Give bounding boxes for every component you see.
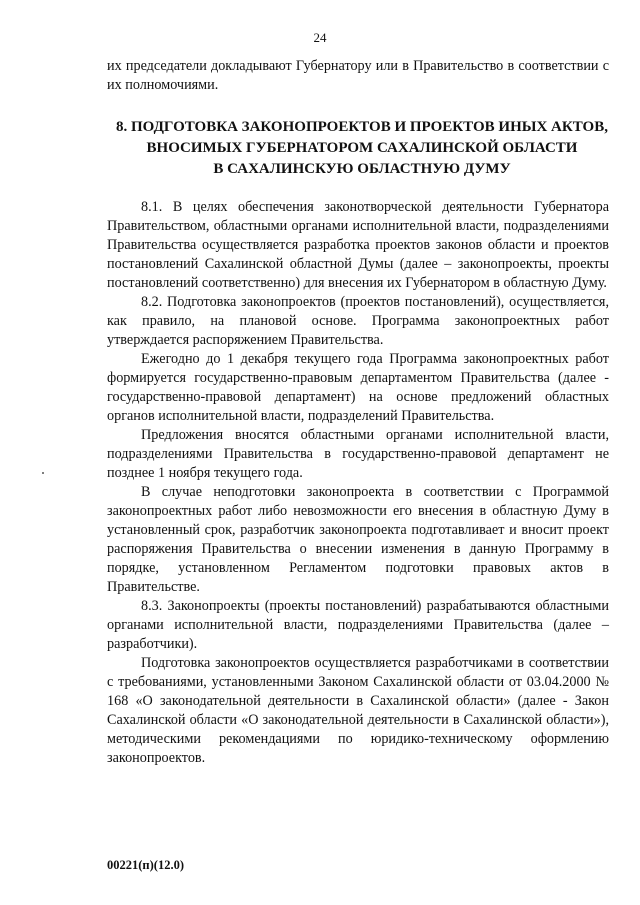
document-code: 00221(п)(12.0): [107, 858, 184, 872]
heading-line-2: ВНОСИМЫХ ГУБЕРНАТОРОМ САХАЛИНСКОЙ ОБЛАСТИ: [146, 140, 578, 156]
intro-paragraph: их председатели докладывают Губернатору или в Правительство в соответствии с их полномочиями.: [107, 58, 609, 93]
paragraph-non-preparation: В случае неподготовки законопроекта в соответствии с Программой законопроектных работ либо невозможности его внесения в областную Думу в установленный срок, разработчик законопроекта подготавливает и вносит проект распоряжения Правительства о внесении изменения в данную Программу в порядке, установленном Регламентом подготовки правовых актов в Правительстве.: [107, 484, 609, 595]
paragraph-preparation-requirements: Подготовка законопроектов осуществляется разработчиками в соответствии с требованиями, установленными Законом Сахалинской области от 03.04.2000 № 168 «О законодательной деятельности в Сахалинской области» (далее - Закон Сахалинской области «О законодательной деятельности в Сахалинской области»), методическими рекомендациями по юридико-техническому оформлению законопроектов.: [107, 655, 609, 766]
paragraph-8-2: 8.2. Подготовка законопроектов (проектов постановлений), осуществляется, как правило, на плановой основе. Программа законопроектных работ утверждается распоряжением Правительства.: [107, 294, 609, 348]
scan-speck: [42, 472, 44, 474]
paragraph-program-formation: Ежегодно до 1 декабря текущего года Программа законопроектных работ формируется государственно-правовым департаментом Правительства (далее - государственно-правовой департамент) на основе предложений областных органов исполнительной власти, подразделений Правительства.: [107, 351, 609, 424]
intro-text-block: [107, 57, 609, 95]
heading-line-1: 8. ПОДГОТОВКА ЗАКОНОПРОЕКТОВ И ПРОЕКТОВ ИНЫХ АКТОВ,: [116, 119, 608, 135]
section-heading: [107, 117, 617, 180]
paragraph-8-3: 8.3. Законопроекты (проекты постановлений) разрабатываются областными органами исполнительной власти, подразделениями Правительства (далее – разработчики).: [107, 598, 609, 652]
heading-line-3: В САХАЛИНСКУЮ ОБЛАСТНУЮ ДУМУ: [213, 161, 511, 177]
page-number: 24: [313, 30, 327, 45]
body-text: [107, 198, 609, 768]
paragraph-8-1: 8.1. В целях обеспечения законотворческой деятельности Губернатора Правительством, областными органами исполнительной власти, подразделениями Правительства осуществляется разработка проектов законов области и проектов постановлений Сахалинской областной Думы (далее – законопроекты, проекты постановлений соответственно) для внесения их Губернатором в областную Думу.: [107, 199, 609, 291]
paragraph-proposals: Предложения вносятся областными органами исполнительной власти, подразделениями Правительства в государственно-правовой департамент не позднее 1 ноября текущего года.: [107, 427, 609, 481]
